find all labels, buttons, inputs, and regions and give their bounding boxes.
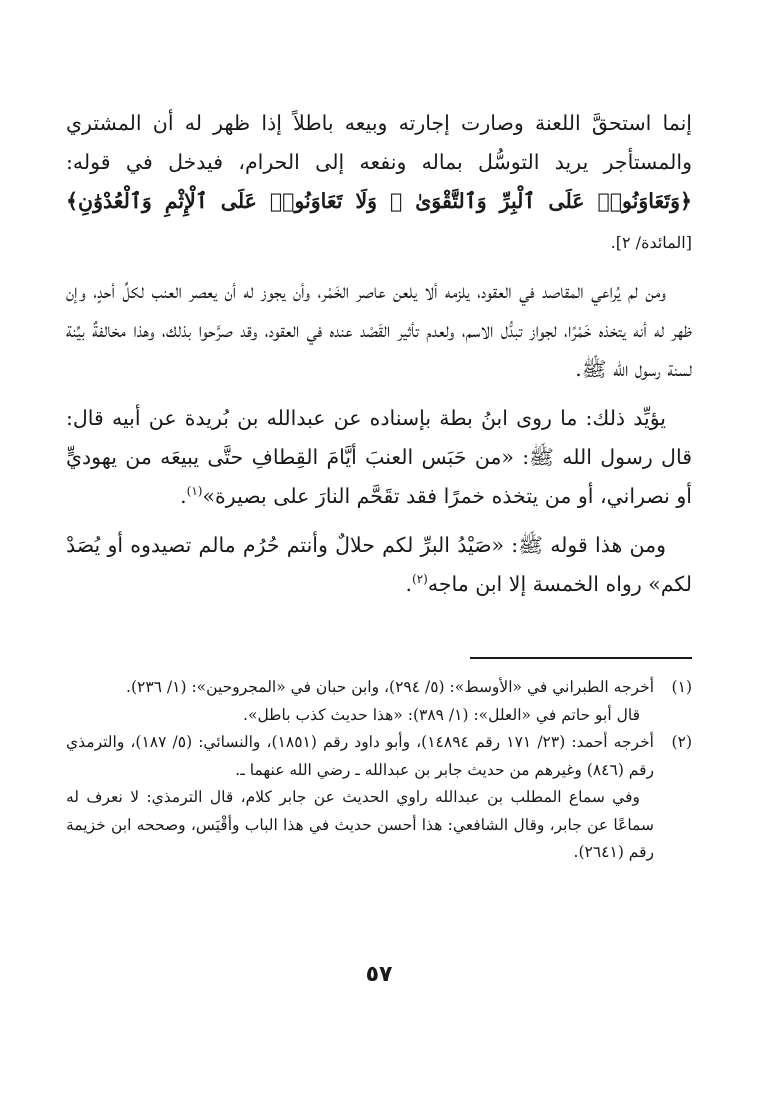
footnote-2-continuation: وفي سماع المطلب بن عبدالله راوي الحديث عن جابر كلام، قال الترمذي: لا نعرف له سماعًا عن جابر، وقال الشافعي: هذا أحسن حديث في هذا الباب وأقْيَس، وصححه ابن خزيمة رقم (٢٦٤١). — [66, 788, 654, 861]
footnote-separator — [470, 657, 692, 659]
footnote-1-continuation: قال أبو حاتم في «العلل»: (١/ ٣٨٩): «هذا حديث كذب باطل». — [243, 705, 640, 724]
footnotes — [66, 674, 692, 867]
paragraph-3 — [66, 399, 692, 516]
footnote-marker-1[interactable]: (١) — [186, 484, 203, 499]
verse-reference: [المائدة/ ٢]. — [610, 233, 692, 252]
paragraph-2 — [66, 272, 692, 389]
main-text — [66, 104, 692, 614]
paragraph-2-text: ومن لم يُراعي المقاصد في العقود، يلزمه ألا يلعن عاصر الخَمْر، وأن يجوز له أن يعصر العنب لكلِّ أحدٍ، وإن ظهر له أنه يتخذه خَمْرًا، لجواز تبدُّل الاسم، ولعدم تأثير القَصْد عنده في العقود، وقد صرَّحوا بذلك، وهذا مخالفةٌ بيِّنة لسنة رسول الله ﷺ. — [66, 279, 692, 381]
paragraph-4-text: ومن هذا قوله ﷺ: «صَيْدُ البرِّ لكم حلالٌ وأنتم حُرُم مالم تصيدوه أو يُصَدْ لكم» رواه الخمسة إلا ابن ماجه — [66, 533, 692, 596]
footnote-1-number: (١) — [671, 678, 692, 696]
paragraph-4 — [66, 526, 692, 604]
footnote-marker-2[interactable]: (٢) — [412, 572, 428, 587]
paragraph-1-text: إنما استحقَّ اللعنة وصارت إجارته وبيعه باطلاً إذا ظهر له أن المشتري والمستأجر يريد التوسُّل بماله ونفعه إلى الحرام، فيدخل في قوله: — [66, 111, 692, 174]
paragraph-4-end: . — [405, 572, 412, 596]
footnote-2-number: (٢) — [671, 733, 692, 751]
footnote-2-text: أخرجه أحمد: (٢٣/ ١٧١ رقم ١٤٨٩٤)، وأبو داود رقم (١٨٥١)، والنسائي: (٥/ ١٨٧)، والترمذي رقم (٨٤٦) وغيرهم من حديث جابر بن عبدالله ـ رضي الله عنهما ـ. — [66, 733, 654, 779]
paragraph-3-end: . — [180, 484, 187, 508]
footnote-2 — [66, 729, 692, 784]
paragraph-3-text: يؤيِّد ذلك: ما روى ابنُ بطة بإسناده عن عبدالله بن بُريدة عن أبيه قال: قال رسول الله ﷺ: «من حَبَس العنبَ أيَّامَ القِطافِ حتَّى يبيعَه من يهوديٍّ أو نصراني، أو من يتخذه خمرًا فقد تقَحَّم النارَ على بصيرة» — [66, 406, 692, 508]
footnote-1 — [66, 674, 692, 702]
paragraph-1 — [66, 104, 692, 262]
quran-verse: ﴿وَتَعَاوَنُوا۟ عَلَى ٱلْبِرِّ وَٱلتَّقْوَىٰ ۖ وَلَا تَعَاوَنُوا۟ عَلَى ٱلْإِثْمِ وَٱلْعُدْوَٰنِ﴾ — [66, 189, 692, 213]
footnote-1-text: أخرجه الطبراني في «الأوسط»: (٥/ ٢٩٤)، وابن حبان في «المجروحين»: (١/ ٢٣٦). — [126, 678, 654, 696]
page-number: ٥٧ — [365, 962, 393, 987]
